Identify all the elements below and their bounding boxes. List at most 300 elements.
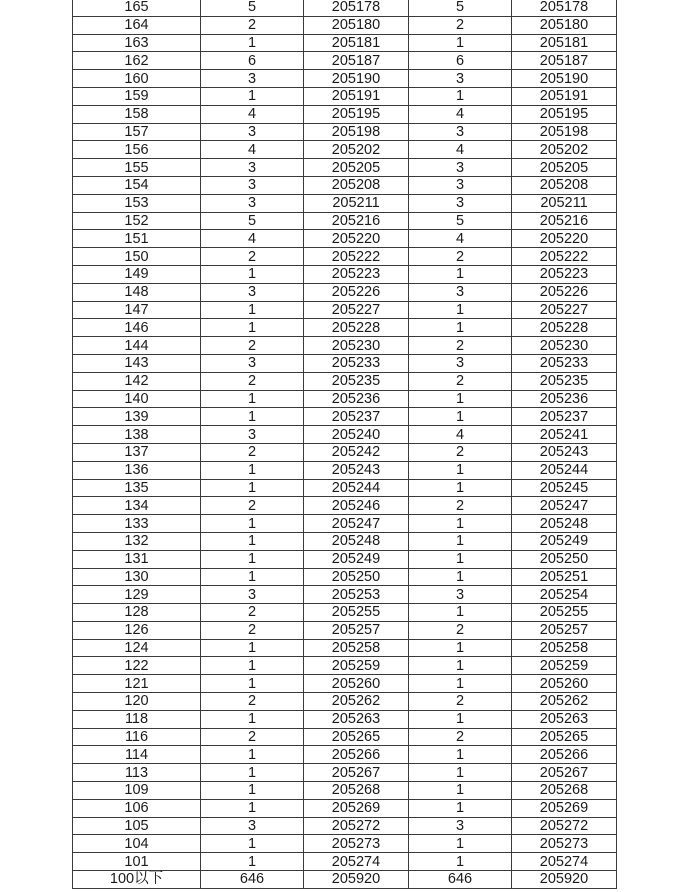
count-cell: 3 xyxy=(201,159,304,177)
cumulative-cell-2: 205265 xyxy=(512,728,617,746)
table-row xyxy=(73,141,617,159)
table-row xyxy=(73,799,617,817)
count-cell-2: 3 xyxy=(409,817,512,835)
count-cell: 1 xyxy=(201,87,304,105)
score-cell: 164 xyxy=(73,16,201,34)
score-cell: 134 xyxy=(73,497,201,515)
table-row xyxy=(73,194,617,212)
cumulative-cell-2: 205202 xyxy=(512,141,617,159)
count-cell-2: 3 xyxy=(409,159,512,177)
cumulative-cell-2: 205254 xyxy=(512,586,617,604)
cumulative-cell: 205237 xyxy=(304,408,409,426)
count-cell-2: 2 xyxy=(409,621,512,639)
cumulative-cell: 205240 xyxy=(304,426,409,444)
cumulative-cell: 205250 xyxy=(304,568,409,586)
count-cell: 3 xyxy=(201,123,304,141)
cumulative-cell: 205267 xyxy=(304,764,409,782)
score-cell: 131 xyxy=(73,550,201,568)
table-row xyxy=(73,639,617,657)
cumulative-cell-2: 205195 xyxy=(512,105,617,123)
score-cell: 137 xyxy=(73,443,201,461)
count-cell: 4 xyxy=(201,230,304,248)
table-row xyxy=(73,782,617,800)
count-cell-2: 1 xyxy=(409,853,512,871)
score-cell: 165 xyxy=(73,0,201,16)
score-cell: 159 xyxy=(73,87,201,105)
cumulative-cell-2: 205258 xyxy=(512,639,617,657)
count-cell-2: 1 xyxy=(409,34,512,52)
cumulative-cell: 205211 xyxy=(304,194,409,212)
cumulative-cell-2: 205222 xyxy=(512,248,617,266)
count-cell: 3 xyxy=(201,426,304,444)
count-cell-2: 1 xyxy=(409,87,512,105)
cumulative-cell-2: 205920 xyxy=(512,871,617,889)
table-row xyxy=(73,87,617,105)
table-row xyxy=(73,532,617,550)
count-cell: 2 xyxy=(201,337,304,355)
table-row xyxy=(73,0,617,16)
table-row xyxy=(73,159,617,177)
table-row xyxy=(73,657,617,675)
score-cell: 151 xyxy=(73,230,201,248)
count-cell: 2 xyxy=(201,16,304,34)
score-cell: 155 xyxy=(73,159,201,177)
count-cell-2: 6 xyxy=(409,52,512,70)
cumulative-cell: 205260 xyxy=(304,675,409,693)
cumulative-cell-2: 205249 xyxy=(512,532,617,550)
cumulative-cell-2: 205260 xyxy=(512,675,617,693)
score-cell: 148 xyxy=(73,283,201,301)
score-cell: 136 xyxy=(73,461,201,479)
count-cell-2: 1 xyxy=(409,319,512,337)
cumulative-cell-2: 205198 xyxy=(512,123,617,141)
score-cell: 162 xyxy=(73,52,201,70)
cumulative-cell-2: 205268 xyxy=(512,782,617,800)
count-cell-2: 2 xyxy=(409,372,512,390)
count-cell: 1 xyxy=(201,764,304,782)
count-cell: 4 xyxy=(201,105,304,123)
count-cell-2: 4 xyxy=(409,230,512,248)
cumulative-cell: 205259 xyxy=(304,657,409,675)
cumulative-cell-2: 205266 xyxy=(512,746,617,764)
score-cell: 116 xyxy=(73,728,201,746)
table-row xyxy=(73,105,617,123)
score-cell: 153 xyxy=(73,194,201,212)
count-cell: 1 xyxy=(201,408,304,426)
score-cell: 120 xyxy=(73,693,201,711)
count-cell: 1 xyxy=(201,550,304,568)
count-cell-2: 1 xyxy=(409,461,512,479)
cumulative-cell-2: 205247 xyxy=(512,497,617,515)
count-cell-2: 2 xyxy=(409,16,512,34)
cumulative-cell: 205228 xyxy=(304,319,409,337)
cumulative-cell-2: 205245 xyxy=(512,479,617,497)
score-cell: 150 xyxy=(73,248,201,266)
count-cell: 1 xyxy=(201,301,304,319)
cumulative-cell-2: 205235 xyxy=(512,372,617,390)
cumulative-cell-2: 205233 xyxy=(512,354,617,372)
cumulative-cell: 205222 xyxy=(304,248,409,266)
cumulative-cell: 205248 xyxy=(304,532,409,550)
table-row xyxy=(73,835,617,853)
count-cell: 2 xyxy=(201,497,304,515)
count-cell: 1 xyxy=(201,835,304,853)
score-cell: 121 xyxy=(73,675,201,693)
cumulative-cell: 205208 xyxy=(304,176,409,194)
score-cell: 114 xyxy=(73,746,201,764)
cumulative-cell-2: 205211 xyxy=(512,194,617,212)
cumulative-cell-2: 205241 xyxy=(512,426,617,444)
score-cell: 122 xyxy=(73,657,201,675)
count-cell: 1 xyxy=(201,515,304,533)
cumulative-cell: 205198 xyxy=(304,123,409,141)
score-table-body xyxy=(73,0,617,888)
count-cell-2: 3 xyxy=(409,194,512,212)
cumulative-cell-2: 205178 xyxy=(512,0,617,16)
count-cell: 2 xyxy=(201,443,304,461)
cumulative-cell-2: 205187 xyxy=(512,52,617,70)
score-cell: 118 xyxy=(73,710,201,728)
count-cell: 2 xyxy=(201,248,304,266)
count-cell-2: 2 xyxy=(409,728,512,746)
score-cell: 133 xyxy=(73,515,201,533)
cumulative-cell: 205178 xyxy=(304,0,409,16)
table-row xyxy=(73,34,617,52)
table-row xyxy=(73,176,617,194)
cumulative-cell: 205265 xyxy=(304,728,409,746)
count-cell: 1 xyxy=(201,675,304,693)
count-cell-2: 2 xyxy=(409,497,512,515)
count-cell-2: 1 xyxy=(409,479,512,497)
cumulative-cell: 205181 xyxy=(304,34,409,52)
cumulative-cell-2: 205230 xyxy=(512,337,617,355)
score-cell: 105 xyxy=(73,817,201,835)
cumulative-cell-2: 205216 xyxy=(512,212,617,230)
score-cell: 149 xyxy=(73,265,201,283)
count-cell: 6 xyxy=(201,52,304,70)
table-row xyxy=(73,337,617,355)
count-cell: 3 xyxy=(201,194,304,212)
cumulative-cell-2: 205236 xyxy=(512,390,617,408)
table-row xyxy=(73,390,617,408)
count-cell-2: 2 xyxy=(409,248,512,266)
cumulative-cell-2: 205255 xyxy=(512,604,617,622)
table-row xyxy=(73,248,617,266)
cumulative-cell-2: 205205 xyxy=(512,159,617,177)
cumulative-cell-2: 205274 xyxy=(512,853,617,871)
cumulative-cell: 205274 xyxy=(304,853,409,871)
count-cell-2: 1 xyxy=(409,532,512,550)
score-cell: 101 xyxy=(73,853,201,871)
cumulative-cell: 205257 xyxy=(304,621,409,639)
cumulative-cell: 205227 xyxy=(304,301,409,319)
cumulative-cell-2: 205257 xyxy=(512,621,617,639)
count-cell-2: 1 xyxy=(409,515,512,533)
cumulative-cell-2: 205228 xyxy=(512,319,617,337)
table-row xyxy=(73,301,617,319)
count-cell-2: 2 xyxy=(409,337,512,355)
count-cell: 3 xyxy=(201,70,304,88)
table-row xyxy=(73,408,617,426)
cumulative-cell: 205268 xyxy=(304,782,409,800)
cumulative-cell: 205258 xyxy=(304,639,409,657)
cumulative-cell-2: 205248 xyxy=(512,515,617,533)
cumulative-cell: 205273 xyxy=(304,835,409,853)
cumulative-cell-2: 205269 xyxy=(512,799,617,817)
count-cell: 2 xyxy=(201,728,304,746)
score-cell: 126 xyxy=(73,621,201,639)
table-row xyxy=(73,764,617,782)
cumulative-cell-2: 205208 xyxy=(512,176,617,194)
count-cell-2: 1 xyxy=(409,301,512,319)
score-cell: 106 xyxy=(73,799,201,817)
cumulative-cell: 205235 xyxy=(304,372,409,390)
count-cell: 1 xyxy=(201,746,304,764)
table-row xyxy=(73,123,617,141)
count-cell-2: 2 xyxy=(409,693,512,711)
cumulative-cell-2: 205259 xyxy=(512,657,617,675)
cumulative-cell: 205242 xyxy=(304,443,409,461)
score-cell: 158 xyxy=(73,105,201,123)
table-row xyxy=(73,70,617,88)
score-cell: 160 xyxy=(73,70,201,88)
cumulative-cell: 205249 xyxy=(304,550,409,568)
cumulative-cell: 205246 xyxy=(304,497,409,515)
count-cell: 1 xyxy=(201,853,304,871)
count-cell-2: 3 xyxy=(409,176,512,194)
table-row xyxy=(73,515,617,533)
count-cell-2: 1 xyxy=(409,568,512,586)
count-cell-2: 1 xyxy=(409,799,512,817)
count-cell-2: 3 xyxy=(409,123,512,141)
cumulative-cell-2: 205190 xyxy=(512,70,617,88)
cumulative-cell-2: 205226 xyxy=(512,283,617,301)
cumulative-cell-2: 205244 xyxy=(512,461,617,479)
table-row xyxy=(73,497,617,515)
cumulative-cell: 205187 xyxy=(304,52,409,70)
score-cell: 157 xyxy=(73,123,201,141)
table-row xyxy=(73,550,617,568)
table-row xyxy=(73,265,617,283)
count-cell: 646 xyxy=(201,871,304,889)
score-cell: 139 xyxy=(73,408,201,426)
count-cell: 3 xyxy=(201,176,304,194)
table-row xyxy=(73,746,617,764)
cumulative-cell: 205180 xyxy=(304,16,409,34)
cumulative-cell-2: 205180 xyxy=(512,16,617,34)
count-cell: 2 xyxy=(201,621,304,639)
cumulative-cell: 205220 xyxy=(304,230,409,248)
count-cell-2: 2 xyxy=(409,443,512,461)
table-row xyxy=(73,568,617,586)
cumulative-cell-2: 205227 xyxy=(512,301,617,319)
score-cell: 113 xyxy=(73,764,201,782)
score-cell: 109 xyxy=(73,782,201,800)
table-row xyxy=(73,675,617,693)
score-cell: 132 xyxy=(73,532,201,550)
cumulative-cell-2: 205272 xyxy=(512,817,617,835)
count-cell: 1 xyxy=(201,782,304,800)
count-cell-2: 3 xyxy=(409,586,512,604)
count-cell-2: 1 xyxy=(409,639,512,657)
cumulative-cell: 205223 xyxy=(304,265,409,283)
score-cell: 147 xyxy=(73,301,201,319)
count-cell: 1 xyxy=(201,265,304,283)
score-cell: 142 xyxy=(73,372,201,390)
count-cell-2: 5 xyxy=(409,0,512,16)
score-cell: 144 xyxy=(73,337,201,355)
count-cell-2: 1 xyxy=(409,657,512,675)
count-cell: 1 xyxy=(201,799,304,817)
cumulative-cell: 205195 xyxy=(304,105,409,123)
table-row xyxy=(73,461,617,479)
cumulative-cell-2: 205181 xyxy=(512,34,617,52)
count-cell: 3 xyxy=(201,354,304,372)
count-cell-2: 4 xyxy=(409,141,512,159)
score-cell: 156 xyxy=(73,141,201,159)
count-cell: 5 xyxy=(201,0,304,16)
count-cell-2: 1 xyxy=(409,782,512,800)
count-cell-2: 3 xyxy=(409,354,512,372)
score-cell: 129 xyxy=(73,586,201,604)
table-row xyxy=(73,871,617,889)
table-row xyxy=(73,354,617,372)
score-cell: 128 xyxy=(73,604,201,622)
count-cell: 1 xyxy=(201,639,304,657)
count-cell: 4 xyxy=(201,141,304,159)
count-cell: 3 xyxy=(201,817,304,835)
count-cell: 2 xyxy=(201,372,304,390)
table-row xyxy=(73,443,617,461)
count-cell: 1 xyxy=(201,34,304,52)
cumulative-cell: 205205 xyxy=(304,159,409,177)
cumulative-cell: 205191 xyxy=(304,87,409,105)
cumulative-cell-2: 205250 xyxy=(512,550,617,568)
count-cell-2: 4 xyxy=(409,105,512,123)
table-row xyxy=(73,604,617,622)
cumulative-cell: 205920 xyxy=(304,871,409,889)
cumulative-cell: 205233 xyxy=(304,354,409,372)
cumulative-cell: 205247 xyxy=(304,515,409,533)
count-cell-2: 3 xyxy=(409,70,512,88)
score-cell: 100以下 xyxy=(73,871,201,889)
table-row xyxy=(73,817,617,835)
cumulative-cell: 205266 xyxy=(304,746,409,764)
table-row xyxy=(73,479,617,497)
count-cell: 1 xyxy=(201,390,304,408)
score-cell: 154 xyxy=(73,176,201,194)
cumulative-cell: 205262 xyxy=(304,693,409,711)
score-cell: 104 xyxy=(73,835,201,853)
count-cell-2: 1 xyxy=(409,764,512,782)
score-cell: 138 xyxy=(73,426,201,444)
count-cell-2: 1 xyxy=(409,390,512,408)
score-cell: 152 xyxy=(73,212,201,230)
table-row xyxy=(73,230,617,248)
score-cell: 124 xyxy=(73,639,201,657)
count-cell: 1 xyxy=(201,657,304,675)
cumulative-cell: 205236 xyxy=(304,390,409,408)
score-cell: 146 xyxy=(73,319,201,337)
count-cell-2: 1 xyxy=(409,604,512,622)
count-cell: 1 xyxy=(201,479,304,497)
cumulative-cell: 205230 xyxy=(304,337,409,355)
cumulative-cell-2: 205243 xyxy=(512,443,617,461)
table-row xyxy=(73,621,617,639)
table-row xyxy=(73,52,617,70)
count-cell-2: 1 xyxy=(409,550,512,568)
cumulative-cell: 205269 xyxy=(304,799,409,817)
count-cell-2: 1 xyxy=(409,675,512,693)
cumulative-cell: 205253 xyxy=(304,586,409,604)
cumulative-cell: 205263 xyxy=(304,710,409,728)
table-row xyxy=(73,212,617,230)
table-row xyxy=(73,728,617,746)
cumulative-cell-2: 205220 xyxy=(512,230,617,248)
count-cell-2: 1 xyxy=(409,710,512,728)
score-cell: 135 xyxy=(73,479,201,497)
count-cell: 3 xyxy=(201,283,304,301)
cumulative-cell: 205190 xyxy=(304,70,409,88)
cumulative-cell: 205255 xyxy=(304,604,409,622)
cumulative-cell-2: 205251 xyxy=(512,568,617,586)
cumulative-cell-2: 205273 xyxy=(512,835,617,853)
table-row xyxy=(73,319,617,337)
cumulative-cell: 205243 xyxy=(304,461,409,479)
table-row xyxy=(73,16,617,34)
cumulative-cell-2: 205223 xyxy=(512,265,617,283)
table-row xyxy=(73,853,617,871)
table-row xyxy=(73,710,617,728)
table-row xyxy=(73,586,617,604)
cumulative-cell-2: 205191 xyxy=(512,87,617,105)
count-cell-2: 1 xyxy=(409,746,512,764)
count-cell: 1 xyxy=(201,319,304,337)
count-cell-2: 3 xyxy=(409,283,512,301)
count-cell-2: 1 xyxy=(409,265,512,283)
score-cell: 130 xyxy=(73,568,201,586)
count-cell-2: 5 xyxy=(409,212,512,230)
score-table xyxy=(72,0,617,889)
cumulative-cell: 205244 xyxy=(304,479,409,497)
cumulative-cell-2: 205237 xyxy=(512,408,617,426)
count-cell: 3 xyxy=(201,586,304,604)
count-cell: 1 xyxy=(201,568,304,586)
count-cell: 1 xyxy=(201,710,304,728)
count-cell: 1 xyxy=(201,461,304,479)
score-cell: 143 xyxy=(73,354,201,372)
cumulative-cell: 205202 xyxy=(304,141,409,159)
cumulative-cell: 205272 xyxy=(304,817,409,835)
cumulative-cell-2: 205267 xyxy=(512,764,617,782)
cumulative-cell-2: 205263 xyxy=(512,710,617,728)
count-cell-2: 4 xyxy=(409,426,512,444)
score-cell: 140 xyxy=(73,390,201,408)
count-cell: 2 xyxy=(201,604,304,622)
cumulative-cell-2: 205262 xyxy=(512,693,617,711)
table-row xyxy=(73,693,617,711)
count-cell: 5 xyxy=(201,212,304,230)
table-row xyxy=(73,283,617,301)
count-cell: 2 xyxy=(201,693,304,711)
table-row xyxy=(73,372,617,390)
cumulative-cell: 205216 xyxy=(304,212,409,230)
table-row xyxy=(73,426,617,444)
count-cell-2: 1 xyxy=(409,408,512,426)
count-cell-2: 1 xyxy=(409,835,512,853)
cumulative-cell: 205226 xyxy=(304,283,409,301)
score-cell: 163 xyxy=(73,34,201,52)
